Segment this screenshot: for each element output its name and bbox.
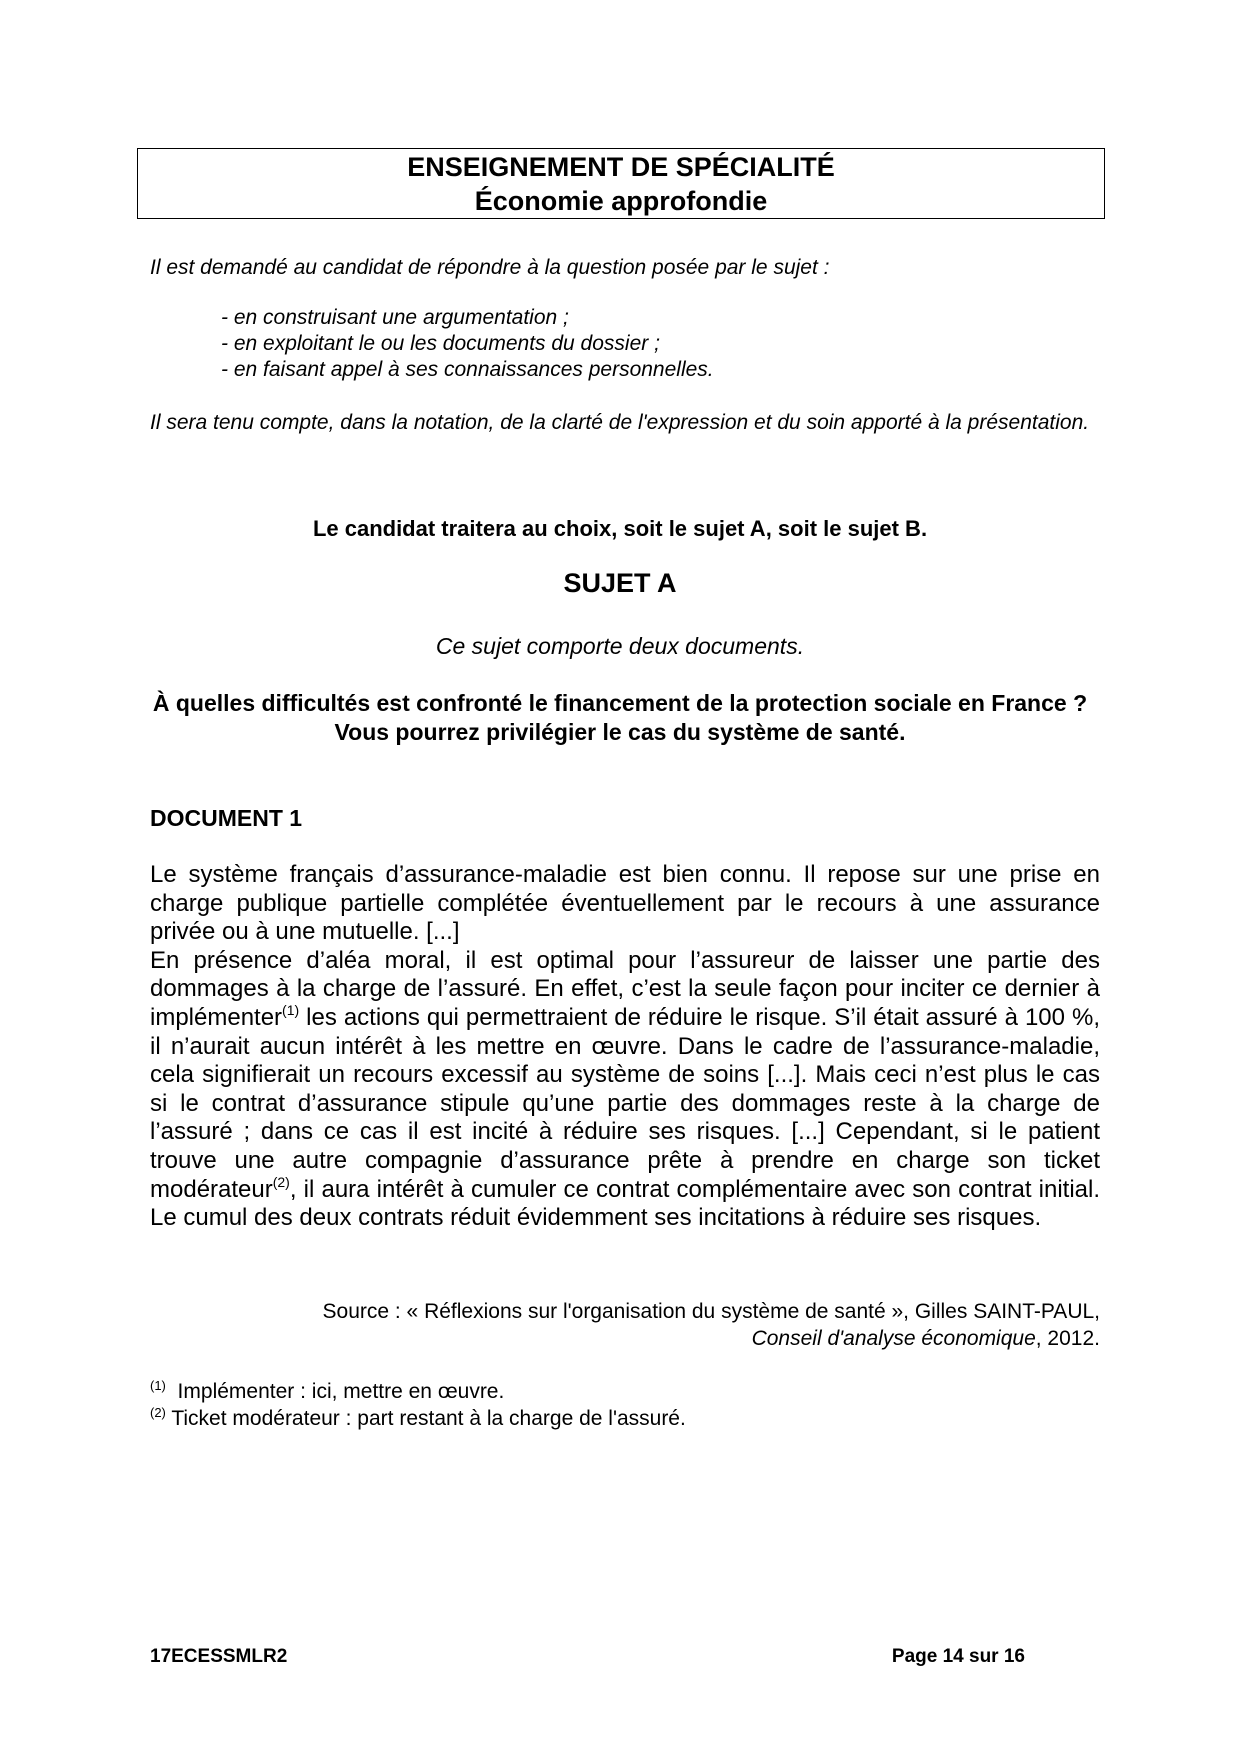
document-paragraph-1: Le système français d’assurance-maladie est bien connu. Il repose sur une prise en charge publique partielle complétée éventuellement par le recours à une assurance privée ou à une mutuelle. [...] xyxy=(150,861,1100,946)
instruction-item: - en construisant une argumentation ; xyxy=(221,306,569,329)
paragraph-text: En présence d’aléa moral, il est optimal pour l’assureur de laisser une partie des dommages à la charge de l’assuré. En effet, c’est la seule façon pour inciter ce dernier à implémenter xyxy=(150,946,1100,1031)
document-body xyxy=(150,861,1100,1233)
document-source xyxy=(150,1298,1100,1352)
footnote-marker: (1) xyxy=(150,1378,166,1393)
footnotes xyxy=(150,1378,1050,1432)
footnote-ref-1: (1) xyxy=(282,1001,300,1018)
instruction-item: - en exploitant le ou les documents du dossier ; xyxy=(221,332,660,355)
paragraph-text: les actions qui permettraient de réduire le risque. S’il était assuré à 100 %, il n’aurait aucun intérêt à les mettre en œuvre. Dans le cadre de l’assurance-maladie, cela signifierait un recours excessif au système de soins [...]. Mais ceci n’est plus le cas si le contrat d’assurance stipule qu’une partie des dommages reste à la charge de l’assuré ; dans ce cas il est incité à réduire ses risques. [...] Cependant, si le patient trouve une autre compagnie d’assurance prête à prendre en charge son ticket modérateur xyxy=(150,1003,1100,1203)
footnote-text: Ticket modérateur : part restant à la charge de l'assuré. xyxy=(165,1407,686,1430)
sujet-title: SUJET A xyxy=(563,568,677,598)
footnote-1 xyxy=(150,1378,1050,1405)
source-line-2 xyxy=(150,1325,1100,1352)
paragraph-text: , il aura intérêt à cumuler ce contrat complémentaire avec son contrat initial. Le cumul des deux contrats réduit évidemment ses incitations à réduire ses risques. xyxy=(150,1175,1100,1232)
sujet-subtitle: Ce sujet comporte deux documents. xyxy=(435,633,805,659)
title-line-1: ENSEIGNEMENT DE SPÉCIALITÉ xyxy=(407,152,835,182)
title-line-2: Économie approfondie xyxy=(474,186,768,216)
document-title: DOCUMENT 1 xyxy=(150,805,303,831)
title-box xyxy=(137,148,1105,219)
instruction-item: - en faisant appel à ses connaissances personnelles. xyxy=(221,358,714,381)
instructions-intro: Il est demandé au candidat de répondre à la question posée par le sujet : xyxy=(150,256,830,279)
footnote-ref-2: (2) xyxy=(272,1173,290,1190)
source-line-1: Source : « Réflexions sur l'organisation du système de santé », Gilles SAINT-PAUL, xyxy=(322,1300,1100,1323)
footer-code: 17ECESSMLR2 xyxy=(150,1646,288,1667)
document-paragraph-2 xyxy=(150,947,1100,1233)
source-publication: Conseil d'analyse économique xyxy=(751,1327,1036,1350)
sujet-question: À quelles difficultés est confronté le financement de la protection sociale en France ? Vous pourrez privilégier le cas du système de santé. xyxy=(152,690,1088,745)
footnote-text: Implémenter : ici, mettre en œuvre. xyxy=(165,1380,505,1403)
source-year: , 2012. xyxy=(1035,1327,1100,1350)
footer-page-number: Page 14 sur 16 xyxy=(891,1646,1025,1667)
footnote-marker: (2) xyxy=(150,1405,166,1420)
choice-statement: Le candidat traitera au choix, soit le sujet A, soit le sujet B. xyxy=(312,516,928,541)
instructions-note: Il sera tenu compte, dans la notation, de la clarté de l'expression et du soin apporté à la présentation. xyxy=(150,411,1090,434)
footnote-2 xyxy=(150,1405,1050,1432)
instructions-list xyxy=(221,305,1081,383)
